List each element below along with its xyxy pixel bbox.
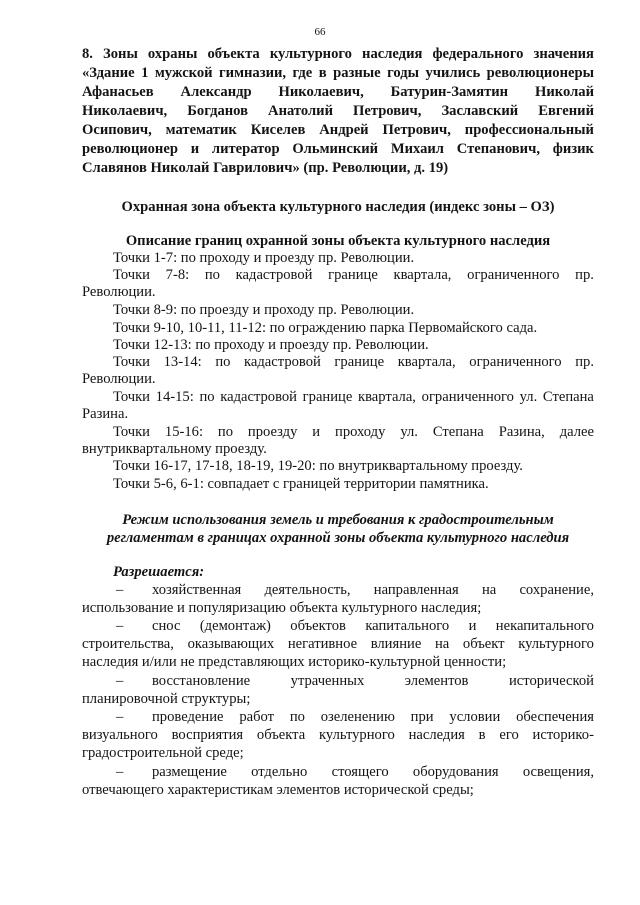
word: революционеры	[486, 65, 594, 81]
word: значения	[533, 46, 594, 62]
word: по	[217, 424, 234, 440]
word: визуального	[82, 727, 158, 743]
word: утраченных	[290, 673, 365, 689]
word: исторической	[509, 673, 594, 689]
word: Афанасьев	[82, 84, 154, 100]
word: Разина,	[498, 424, 545, 440]
point-line-9: Точки 16-17, 17-18, 18-19, 19-20: по внутриквартальному проезду.	[113, 458, 523, 474]
word: ограниченного	[421, 389, 514, 405]
point-line-3: Точки 8-9: по проезду и проходу пр. Революции.	[113, 302, 415, 318]
word: (демонтаж)	[199, 618, 271, 634]
word: литератор	[211, 141, 280, 157]
word: капитального	[365, 618, 450, 634]
word: кадастровой	[244, 354, 321, 370]
word: Андрей	[319, 122, 369, 138]
word: 8.	[82, 46, 93, 62]
word: кадастровой	[220, 389, 297, 405]
word: Ольминский	[292, 141, 379, 157]
word: проведение	[152, 709, 224, 725]
word: негативное	[287, 636, 358, 652]
list-dash: –	[116, 709, 124, 725]
word: Николаевич,	[278, 84, 364, 100]
allowed-item-2-cont-2: наследия и/или не представляющих историко-культурной ценности;	[82, 654, 507, 670]
word: границе	[328, 267, 378, 283]
point-line-10: Точки 5-6, 6-1: совпадает с границей территории памятника.	[113, 476, 489, 492]
word: Зоны	[103, 46, 138, 62]
word: на	[481, 582, 497, 598]
heading-line-1	[82, 46, 594, 63]
word: мужской	[154, 65, 213, 81]
heading-line-7: Славянов Николай Гаврилович» (пр. Революции, д. 19)	[82, 160, 449, 176]
word: квартала,	[397, 354, 456, 370]
word: объект	[462, 636, 505, 652]
word: Петрович,	[353, 103, 422, 119]
word: культурного	[269, 46, 352, 62]
list-dash: –	[116, 673, 124, 689]
word: ограниченного	[467, 267, 560, 283]
word: восприятия	[171, 727, 244, 743]
heading-line-4	[82, 103, 594, 120]
word: учились	[425, 65, 481, 81]
word: федерального	[432, 46, 524, 62]
word: 1	[141, 65, 149, 81]
word: по	[199, 389, 215, 405]
word: 13-14:	[163, 354, 202, 370]
word: строительства,	[82, 636, 174, 652]
word: пр.	[575, 354, 594, 370]
word: направленная	[373, 582, 459, 598]
word: обеспечения	[516, 709, 594, 725]
word: Заславский	[441, 103, 519, 119]
allowed-item-4-cont-1	[82, 727, 594, 744]
word: математик	[165, 122, 237, 138]
point-line-5: Точки 12-13: по проходу и проезду пр. Революции.	[113, 337, 429, 353]
word: его	[499, 727, 519, 743]
word: хозяйственная	[152, 582, 242, 598]
heading-line-3	[82, 84, 594, 101]
word: в	[318, 65, 327, 81]
point-line-2	[113, 267, 594, 284]
word: физик	[552, 141, 594, 157]
word: по	[204, 267, 220, 283]
word: Александр	[180, 84, 252, 100]
word: границе	[334, 354, 385, 370]
word: объекта	[207, 46, 260, 62]
word: освещения,	[522, 764, 594, 780]
word: Точки	[113, 389, 150, 405]
zone-title: Охранная зона объекта культурного наследия (индекс зоны – ОЗ)	[121, 199, 555, 215]
word: сохранение,	[519, 582, 594, 598]
point-line-2-cont: Революции.	[82, 284, 156, 300]
word: годы	[387, 65, 420, 81]
word: «Здание	[82, 65, 135, 81]
heading-line-6	[82, 141, 594, 158]
regime-title-line-1: Режим использования земель и требования к градостроительным	[122, 512, 554, 528]
point-line-8-cont: внутриквартальному проезду.	[82, 441, 267, 457]
word: 15-16:	[164, 424, 203, 440]
word: влияние	[370, 636, 422, 652]
word: Михаил	[390, 141, 444, 157]
word: по	[215, 354, 231, 370]
word: и	[468, 618, 477, 634]
word: ул.	[519, 389, 538, 405]
word: Петрович,	[382, 122, 451, 138]
allowed-item-3-cont: планировочной структуры;	[82, 691, 251, 707]
word: озеленению	[320, 709, 395, 725]
allowed-item-4-cont-2: градостроительной среде;	[82, 745, 244, 761]
word: Осипович,	[82, 122, 152, 138]
word: профессиональный	[464, 122, 594, 138]
list-dash: –	[116, 764, 124, 780]
word: стоящего	[331, 764, 389, 780]
word: культурного	[319, 727, 395, 743]
word: квартала,	[393, 267, 452, 283]
word: объекта	[256, 727, 306, 743]
word: проходу	[335, 424, 386, 440]
word: Николай	[535, 84, 594, 100]
word: Степана	[542, 389, 594, 405]
word: по	[289, 709, 305, 725]
word: 14-15:	[155, 389, 194, 405]
word: наследия	[362, 46, 423, 62]
word: ул.	[400, 424, 418, 440]
word: некапитального	[495, 618, 594, 634]
point-line-4: Точки 9-10, 10-11, 11-12: по ограждению парка Первомайского сада.	[113, 320, 538, 336]
word: Евгений	[538, 103, 594, 119]
word: где	[292, 65, 313, 81]
word: размещение	[152, 764, 227, 780]
word: Степана	[432, 424, 484, 440]
description-title: Описание границ охранной зоны объекта культурного наследия	[125, 233, 551, 249]
word: Киселев	[250, 122, 306, 138]
allowed-item-5-cont: отвечающего характеристикам элементов исторической среды;	[82, 782, 474, 798]
word: революционер	[82, 141, 178, 157]
word: разные	[333, 65, 381, 81]
word: Анатолий	[268, 103, 333, 119]
word: далее	[559, 424, 594, 440]
list-dash: –	[116, 618, 124, 634]
word: Николаевич,	[82, 103, 168, 119]
word: и	[190, 141, 200, 157]
word: на	[434, 636, 450, 652]
allowed-item-2-cont-1	[82, 636, 594, 653]
word: в	[478, 727, 486, 743]
word: границе	[302, 389, 353, 405]
word: Степанович,	[456, 141, 540, 157]
word: работ	[239, 709, 274, 725]
word: отдельно	[251, 764, 308, 780]
word: охраны	[147, 46, 198, 62]
word: наследия	[408, 727, 465, 743]
word: квартала,	[358, 389, 416, 405]
point-line-7-cont: Разина.	[82, 406, 129, 422]
word: Точки	[113, 354, 150, 370]
word: Богданов	[187, 103, 248, 119]
word: элементов	[404, 673, 469, 689]
word: Батурин-Замятин	[390, 84, 509, 100]
heading-line-2	[82, 65, 594, 82]
word: кадастровой	[235, 267, 313, 283]
word: историко-	[532, 727, 594, 743]
word: оборудования	[412, 764, 499, 780]
word: снос	[152, 618, 181, 634]
word: объектов	[290, 618, 346, 634]
regime-title-line-2: регламентам в границах охранной зоны объекта культурного наследия	[106, 530, 570, 546]
word: деятельность,	[264, 582, 351, 598]
list-dash: –	[116, 582, 124, 598]
word: культурного	[518, 636, 594, 652]
word: ограниченного	[469, 354, 562, 370]
point-line-7	[113, 389, 594, 406]
allowed-item-1-cont: использование и популяризацию объекта культурного наследия;	[82, 600, 482, 616]
word: Точки	[113, 267, 150, 283]
word: гимназии,	[219, 65, 287, 81]
word: Точки	[113, 424, 150, 440]
heading-line-5	[82, 122, 594, 139]
point-line-8	[113, 424, 594, 441]
word: и	[312, 424, 321, 440]
word: проезду	[247, 424, 298, 440]
point-line-6-cont: Революции.	[82, 371, 156, 387]
word: оказывающих	[187, 636, 275, 652]
page-number: 66	[314, 26, 326, 38]
word: пр.	[575, 267, 594, 283]
word: 7-8:	[165, 267, 190, 283]
point-line-1: Точки 1-7: по проходу и проезду пр. Революции.	[113, 250, 415, 266]
word: условии	[449, 709, 501, 725]
allowed-label: Разрешается:	[113, 564, 205, 580]
word: при	[410, 709, 434, 725]
point-line-6	[113, 354, 594, 371]
word: восстановление	[152, 673, 251, 689]
